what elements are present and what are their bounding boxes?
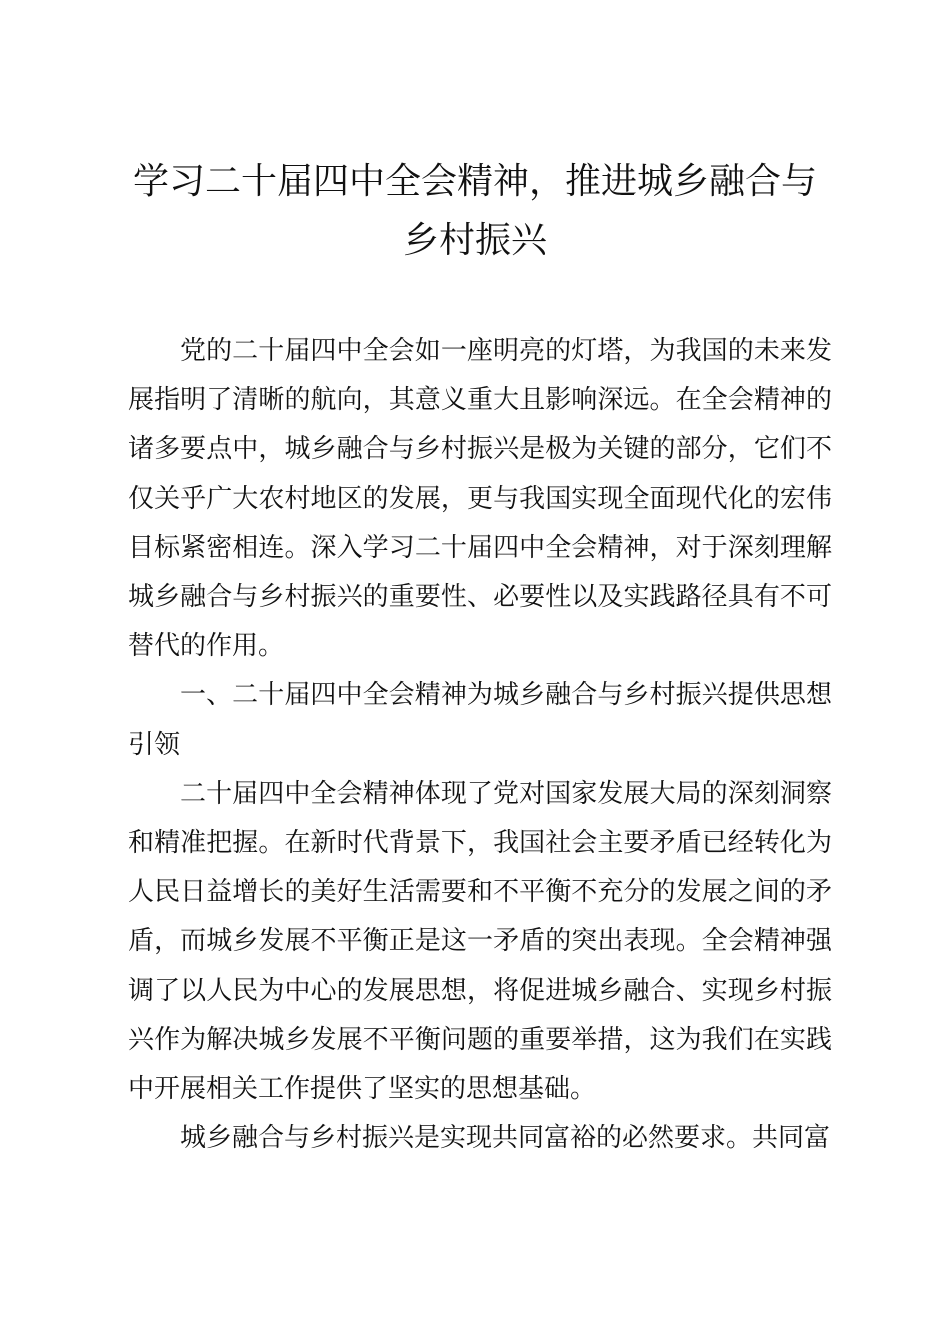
document-body — [128, 327, 832, 1163]
paragraph-section-1-a: 二十届四中全会精神体现了党对国家发展大局的深刻洞察和精准把握。在新时代背景下，我国社会主要矛盾已经转化为人民日益增长的美好生活需要和不平衡不充分的发展之间的矛盾，而城乡发展不平衡正是这一矛盾的突出表现。全会精神强调了以人民为中心的发展思想，将促进城乡融合、实现乡村振兴作为解决城乡发展不平衡问题的重要举措，这为我们在实践中开展相关工作提供了坚实的思想基础。 — [128, 778, 832, 1105]
section-heading-1: 一、二十届四中全会精神为城乡融合与乡村振兴提供思想引领 — [128, 680, 832, 760]
document-title: 学习二十届四中全会精神，推进城乡融合与乡村振兴 — [132, 161, 817, 261]
paragraph-intro: 党的二十届四中全会如一座明亮的灯塔，为我国的未来发展指明了清晰的航向，其意义重大且影响深远。在全会精神的诸多要点中，城乡融合与乡村振兴是极为关键的部分，它们不仅关乎广大农村地区的发展，更与我国实现全面现代化的宏伟目标紧密相连。深入学习二十届四中全会精神，对于深刻理解城乡融合与乡村振兴的重要性、必要性以及实践路径具有不可替代的作用。 — [128, 336, 832, 662]
paragraph-section-1-b: 城乡融合与乡村振兴是实现共同富裕的必然要求。共同富 — [180, 1123, 831, 1154]
